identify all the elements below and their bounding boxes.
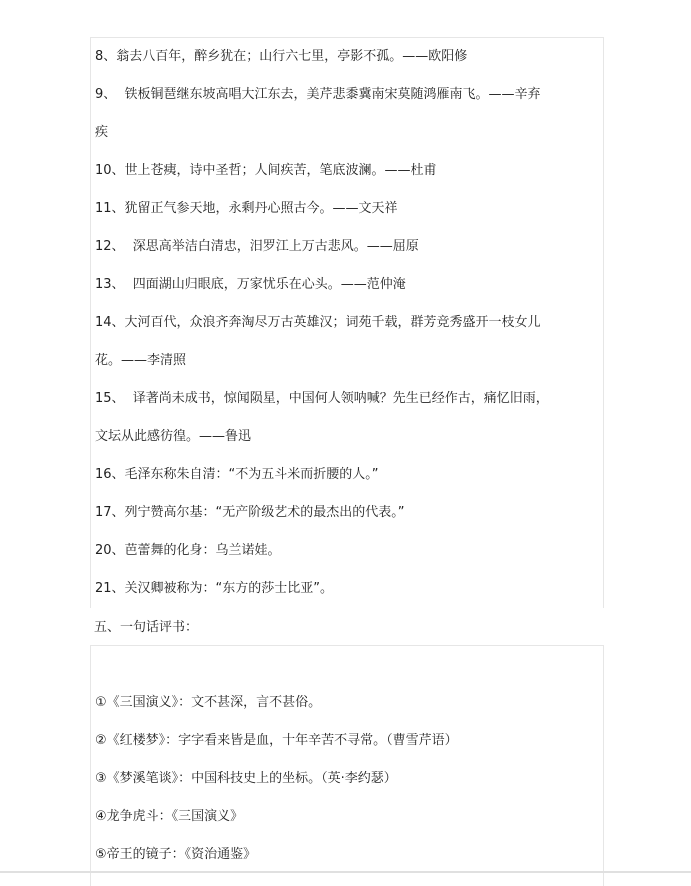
- famous-quotes-box: [90, 37, 604, 608]
- book-comment-item: ③《梦溪笔谈》：中国科技史上的坐标。（英·李约瑟）: [95, 771, 397, 786]
- book-comments-box: [90, 645, 604, 886]
- book-comment-item: ④龙争虎斗：《三国演义》: [95, 809, 244, 824]
- quote-item-line: 21、关汉卿被称为：“东方的莎士比亚”。: [95, 581, 334, 596]
- quote-item-line: 9、 铁板铜琶继东坡高唱大江东去，美芹悲黍冀南宋莫随鸿雁南飞。——辛弃: [95, 87, 541, 102]
- quote-item-line: 20、芭蕾舞的化身：乌兰诺娃。: [95, 543, 281, 558]
- book-comment-item: ⑤帝王的镜子：《资治通鉴》: [95, 847, 257, 862]
- quote-item-line: 16、毛泽东称朱自清：“不为五斗米而折腰的人。”: [95, 467, 379, 482]
- quote-item-line: 17、列宁赞高尔基：“无产阶级艺术的最杰出的代表。”: [95, 505, 405, 520]
- book-comment-item: ②《红楼梦》：字字看来皆是血，十年辛苦不寻常。（曹雪芹语）: [95, 733, 458, 748]
- blank-line: [91, 646, 603, 684]
- quote-item-line: 12、 深思高举洁白清忠，汨罗江上万古悲风。——屈原: [95, 239, 419, 254]
- book-comment-item: ①《三国演义》：文不甚深，言不甚俗。: [95, 695, 322, 710]
- quote-item-line: 疾: [95, 125, 109, 140]
- quote-item-line: 15、 译著尚未成书，惊闻陨星，中国何人领呐喊？先生已经作古，痛忆旧雨，: [95, 391, 549, 406]
- quote-item-line: 10、世上苍痍，诗中圣哲；人间疾苦，笔底波澜。——杜甫: [95, 163, 437, 178]
- quote-item-line: 11、犹留正气参天地，永剩丹心照古今。——文天祥: [95, 201, 398, 216]
- quote-item-line: 8、翁去八百年，醉乡犹在；山行六七里，亭影不孤。——欧阳修: [95, 49, 468, 64]
- quote-item-line: 文坛从此感彷徨。——鲁迅: [95, 429, 252, 444]
- quote-item-line: 13、 四面湖山归眼底，万家忧乐在心头。——范仲淹: [95, 277, 406, 292]
- quote-item-line: 14、大河百代，众浪齐奔淘尽万古英雄汉；词苑千载，群芳竞秀盛开一枝女儿: [95, 315, 541, 330]
- section-heading: 五、一句话评书：: [94, 620, 199, 635]
- quote-item-line: 花。——李清照: [95, 353, 187, 368]
